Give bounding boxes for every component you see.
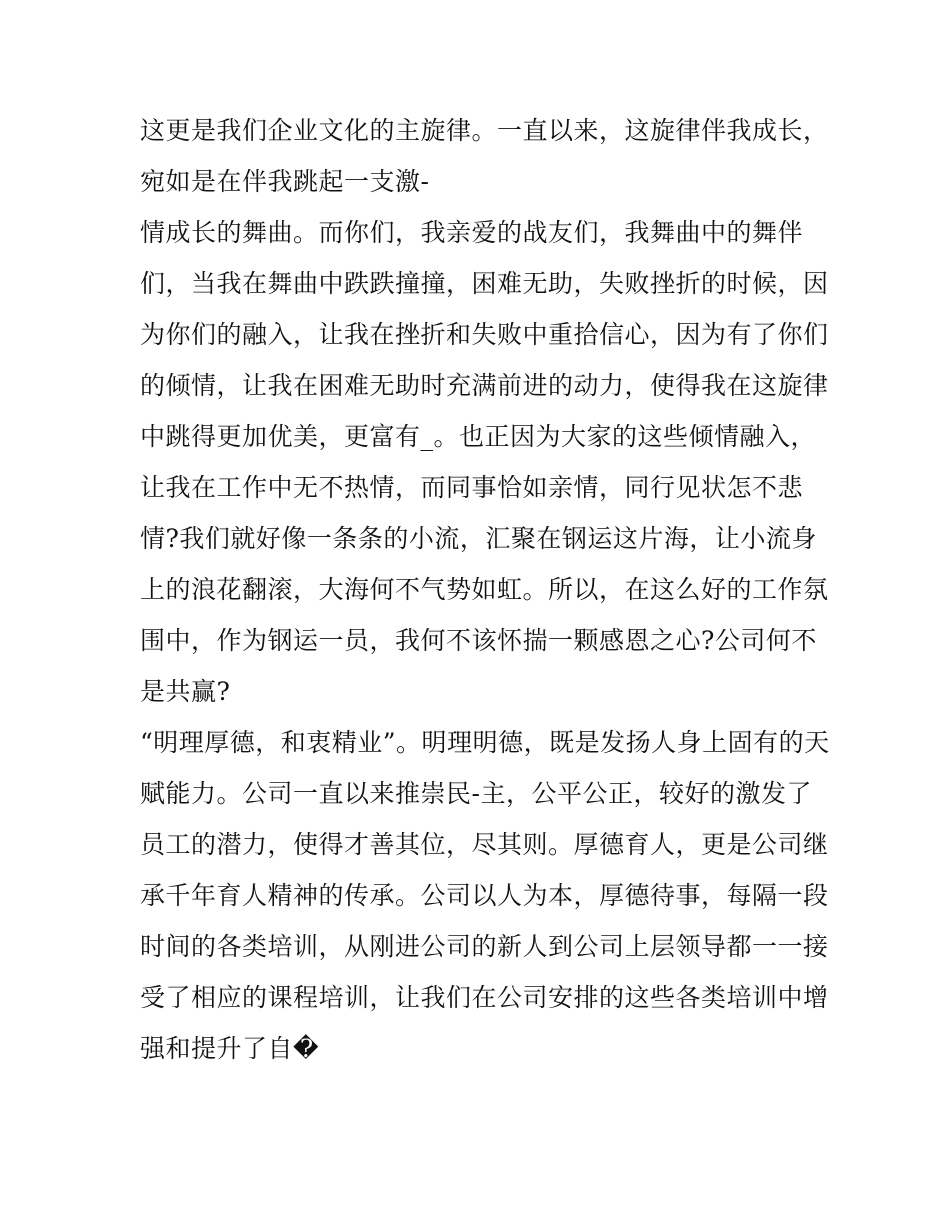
body-text: [140, 105, 830, 1074]
text-line: 员工的潜力，使得才善其位，尽其则。厚德育人，更是公司继: [140, 830, 829, 859]
text-line: 为你们的融入，让我在挫折和失败中重拾信心，因为有了你们: [140, 320, 829, 349]
text-line: 受了相应的课程培训，让我们在公司安排的这些各类培训中增: [140, 983, 829, 1012]
text-line: 赋能力。公司一直以来推崇民-主，公平公正，较好的激发了: [140, 779, 812, 808]
text-line: 中跳得更加优美，更富有_。也正因为大家的这些倾情融入，: [140, 422, 817, 451]
text-line: 情?我们就好像一条条的小流，汇聚在钢运这片海，让小流身: [140, 524, 817, 553]
text-line: 是共赢?: [140, 677, 231, 706]
text-line: 的倾情，让我在困难无助时充满前进的动力，使得我在这旋律: [140, 371, 829, 400]
text-line: 时间的各类培训，从刚进公司的新人到公司上层领导都一一接: [140, 932, 829, 961]
text-line: 们，当我在舞曲中跌跌撞撞，困难无助，失败挫折的时候，因: [140, 269, 829, 298]
text-line: 情成长的舞曲。而你们，我亲爱的战友们，我舞曲中的舞伴: [140, 218, 804, 247]
text-line: 这更是我们企业文化的主旋律。一直以来，这旋律伴我成长，: [140, 116, 829, 145]
text-line: “明理厚德，和衷精业”。明理明德，既是发扬人身上固有的天: [140, 728, 830, 757]
text-line: 宛如是在伴我跳起一支激-: [140, 167, 430, 196]
text-line: 让我在工作中无不热情，而同事恰如亲情，同行见状怎不悲: [140, 473, 804, 502]
text-line: 强和提升了自�: [140, 1034, 320, 1063]
text-line: 上的浪花翻滚，大海何不气势如虹。所以，在这么好的工作氛: [140, 575, 829, 604]
text-line: 围中，作为钢运一员，我何不该怀揣一颗感恩之心?公司何不: [140, 626, 817, 655]
text-line: 承千年育人精神的传承。公司以人为本，厚德待事，每隔一段: [140, 881, 829, 910]
